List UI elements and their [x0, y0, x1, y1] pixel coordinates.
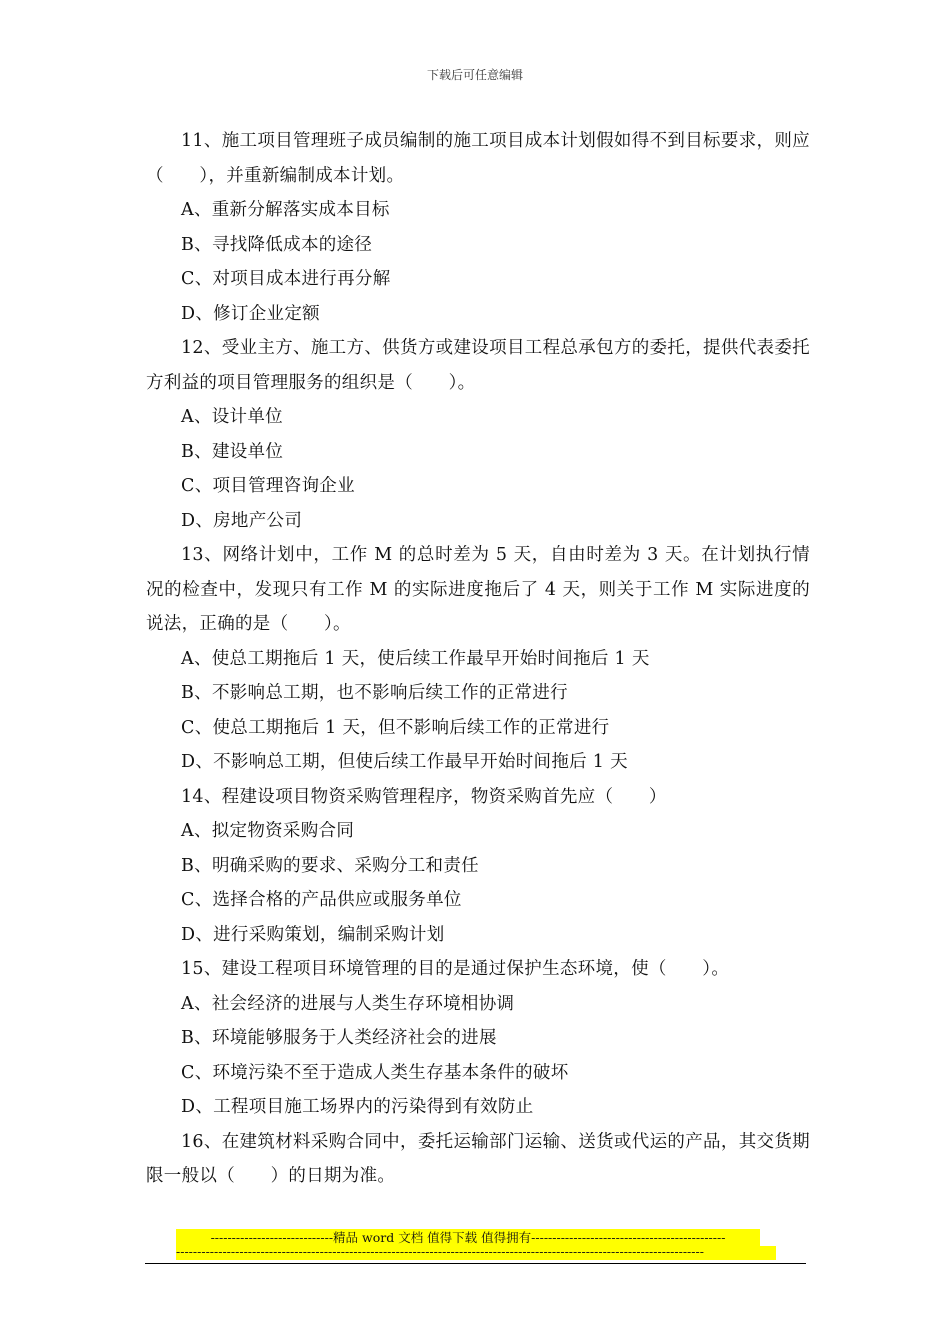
- question-15: [146, 952, 810, 1125]
- question-stem: 12、受业主方、施工方、供货方或建设项目工程总承包方的委托，提供代表委托方利益的项目管理服务的组织是（ ）。: [146, 338, 810, 393]
- question-stem: 15、建设工程项目环境管理的目的是通过保护生态环境，使（ ）。: [181, 959, 730, 979]
- footer-dashes: -----------------------------------------------------------------------------------------------------------------------------: [176, 1246, 776, 1260]
- option-a: A、拟定物资采购合同: [181, 821, 355, 841]
- option-b: B、明确采购的要求、采购分工和责任: [181, 855, 479, 876]
- option-b: B、建设单位: [181, 441, 284, 462]
- option-c: C、使总工期拖后 1 天，但不影响后续工作的正常进行: [181, 717, 610, 738]
- option-d: D、工程项目施工场界内的污染得到有效防止: [181, 1097, 534, 1117]
- question-12: [146, 331, 810, 538]
- option-a: A、社会经济的进展与人类生存环境相协调: [181, 993, 515, 1014]
- question-11: [146, 124, 810, 331]
- option-d: D、房地产公司: [181, 510, 303, 531]
- option-a: A、使总工期拖后 1 天，使后续工作最早开始时间拖后 1 天: [181, 648, 650, 669]
- question-16: [146, 1125, 810, 1194]
- question-14: [146, 780, 810, 953]
- option-d: D、进行采购策划，编制采购计划: [181, 924, 445, 945]
- option-c: C、环境污染不至于造成人类生存基本条件的破坏: [181, 1062, 569, 1083]
- option-a: A、重新分解落实成本目标: [181, 200, 390, 220]
- option-d: D、修订企业定额: [181, 303, 320, 324]
- question-stem: 11、施工项目管理班子成员编制的施工项目成本计划假如得不到目标要求，则应（ ），并重新编制成本计划。: [146, 131, 810, 186]
- question-13: [146, 538, 810, 780]
- option-b: B、环境能够服务于人类经济社会的进展: [181, 1028, 497, 1048]
- option-c: C、对项目成本进行再分解: [181, 269, 391, 289]
- option-c: C、选择合格的产品供应或服务单位: [181, 890, 462, 910]
- option-a: A、设计单位: [181, 407, 283, 427]
- page-header: 下载后可任意编辑: [426, 68, 523, 82]
- question-stem: 13、网络计划中，工作 M 的总时差为 5 天，自由时差为 3 天。在计划执行情况的检查中，发现只有工作 M 的实际进度拖后了 4 天，则关于工作 M 实际进度的说法，正确的是（ ）。: [146, 545, 810, 634]
- footer-banner: -----------------------------精品 word 文档 值得下载 值得拥有----------------------------------------------: [176, 1229, 760, 1246]
- option-c: C、项目管理咨询企业: [181, 476, 355, 496]
- option-b: B、不影响总工期，也不影响后续工作的正常进行: [181, 683, 568, 703]
- question-stem: 16、在建筑材料采购合同中，委托运输部门运输、送货或代运的产品，其交货期限一般以（ ）的日期为准。: [146, 1131, 810, 1186]
- footer-divider: [145, 1263, 806, 1264]
- document-body: [146, 124, 810, 1194]
- option-d: D、不影响总工期，但使后续工作最早开始时间拖后 1 天: [181, 752, 628, 772]
- question-stem: 14、程建设项目物资采购管理程序，物资采购首先应（ ）: [181, 786, 667, 807]
- option-b: B、寻找降低成本的途径: [181, 234, 373, 255]
